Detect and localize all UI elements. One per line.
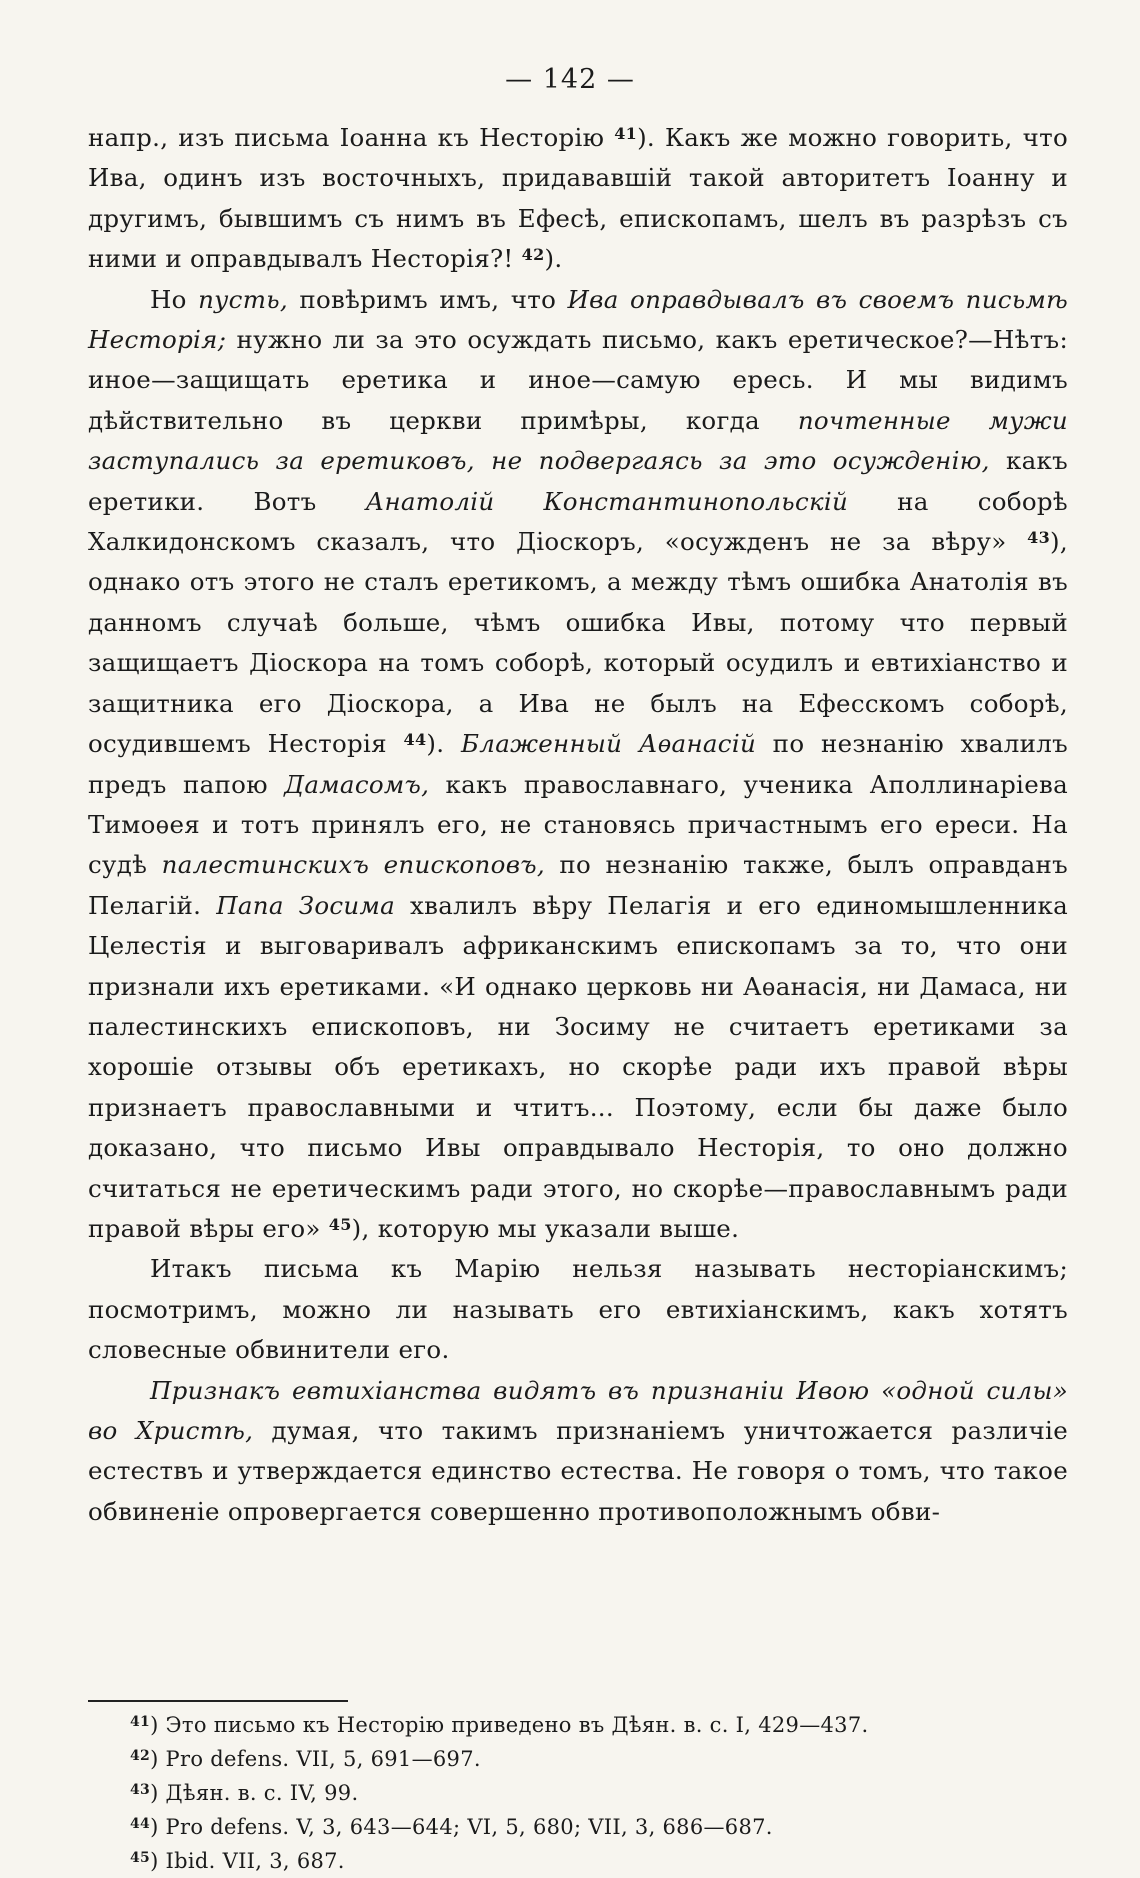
italic-phrase: Признакъ евтихіанства видятъ въ признаніи Ивою «одной силы» во Христѣ, bbox=[88, 1375, 1068, 1445]
italic-phrase: почтенные мужи заступались за еретиковъ, не подвергаясь за это осужденію, bbox=[88, 405, 1068, 476]
footnote-number: 45 bbox=[130, 1850, 151, 1866]
italic-phrase: Ива оправдывалъ въ своемъ письмѣ Несторія; bbox=[88, 284, 1068, 355]
text-run: ), которую мы указали выше. bbox=[351, 1213, 740, 1243]
italic-phrase: палестинскихъ епископовъ, bbox=[161, 850, 545, 880]
footnote bbox=[130, 1742, 1030, 1776]
italic-phrase: пусть, bbox=[198, 284, 288, 314]
text-run: по незнанію также, былъ оправданъ Пелагій. bbox=[88, 850, 1068, 920]
footnote-ref: 45 bbox=[328, 1214, 352, 1234]
footnote-text: ) Pro defens. V, 3, 643—644; VI, 5, 680; VII, 3, 686—687. bbox=[150, 1815, 773, 1839]
footnotes bbox=[130, 1708, 1030, 1878]
text-run: нужно ли за это осуждать письмо, какъ еретическое?—Нѣтъ: иное—защищать еретика и иное—самую ересь. И мы видимъ дѣйствительно въ церкви примѣры, когда bbox=[88, 325, 1068, 435]
italic-phrase: Папа Зосима bbox=[216, 890, 396, 920]
text-run: на соборѣ Халкидонскомъ сказалъ, что Діоскоръ, «осужденъ не за вѣру» bbox=[88, 486, 1068, 557]
text-run: какъ еретики. Вотъ bbox=[88, 446, 1068, 516]
italic-phrase: Дамасомъ, bbox=[284, 769, 430, 799]
footnote-text: ) Ibid. VII, 3, 687. bbox=[150, 1849, 345, 1873]
text-run: по незнанію хвалилъ предъ папою bbox=[88, 729, 1068, 799]
footnote-number: 43 bbox=[130, 1782, 151, 1798]
text-run: ), однако отъ этого не сталъ еретикомъ, а между тѣмъ ошибка Анатолія въ данномъ случаѣ больше, чѣмъ ошибка Ивы, потому что первый защищаетъ Діоскора на томъ соборѣ, который осудилъ и евтихіанство и защитника его Діоскора, а Ива не былъ на Ефесскомъ соборѣ, осудившемъ Несторія bbox=[88, 527, 1068, 759]
page-number: — 142 — bbox=[505, 64, 635, 95]
text-run: Но bbox=[150, 284, 199, 314]
footnote-separator bbox=[88, 1700, 348, 1702]
text-run: ). Какъ же можно говорить, что Ива, одинъ изъ восточныхъ, придававшій такой авторитетъ Іоанну и другимъ, бывшимъ съ нимъ въ Ефесѣ, епископамъ, шелъ въ разрѣзъ съ ними и оправдывалъ Несторія?! bbox=[88, 123, 1068, 274]
footnote-ref: 41 bbox=[614, 124, 638, 143]
italic-phrase: Блаженный Аѳанасій bbox=[460, 729, 757, 759]
paragraph bbox=[88, 1371, 1068, 1533]
footnote bbox=[130, 1776, 1030, 1810]
text-run: повѣримъ имъ, что bbox=[287, 284, 568, 314]
footnote-number: 41 bbox=[130, 1714, 151, 1730]
text-run: ). bbox=[426, 729, 461, 759]
text-run: хвалилъ вѣру Пелагія и его единомышленника Целестія и выговаривалъ африканскимъ епископамъ за то, что они признали ихъ еретиками. «И однако церковь ни Аѳанасія, ни Дамаса, ни палестинскихъ епископовъ, ни Зосиму не считаетъ еретиками за хорошіе отзывы объ еретикахъ, но скорѣе ради ихъ правой вѣры признаетъ православными и чтитъ... Поэтому, если бы даже было доказано, что письмо Ивы оправдывало Несторія, то оно должно считаться не еретическимъ ради этого, но скорѣе—православнымъ ради правой вѣры его» bbox=[88, 890, 1068, 1243]
text-run: Итакъ письма къ Марію нельзя называть несторіанскимъ; посмотримъ, можно ли называть его евтихіанскимъ, какъ хотятъ словесные обвинители его. bbox=[88, 1254, 1068, 1365]
main-text bbox=[88, 118, 1068, 1532]
text-run: ). bbox=[544, 244, 563, 274]
footnote-text: ) Pro defens. VII, 5, 691—697. bbox=[150, 1747, 481, 1771]
footnote-ref: 44 bbox=[403, 730, 427, 750]
paragraph bbox=[88, 1249, 1068, 1370]
paragraph bbox=[88, 118, 1068, 280]
footnote-number: 42 bbox=[130, 1748, 151, 1764]
footnote bbox=[130, 1810, 1030, 1844]
paragraph bbox=[88, 280, 1068, 1250]
italic-phrase: Анатолій Константинопольскій bbox=[365, 486, 849, 516]
footnote-ref: 43 bbox=[1027, 528, 1051, 548]
footnote-ref: 42 bbox=[521, 245, 545, 265]
text-run: напр., изъ письма Іоанна къ Несторію bbox=[88, 123, 615, 152]
text-run: думая, что такимъ признаніемъ уничтожается различіе естествъ и утверждается единство естества. Не говоря о томъ, что такое обвиненіе опровергается совершенно противоположнымъ обви- bbox=[88, 1416, 1068, 1526]
footnote-text: ) Дѣян. в. с. IV, 99. bbox=[150, 1781, 359, 1805]
footnote bbox=[130, 1844, 1030, 1878]
footnote-text: ) Это письмо къ Несторію приведено въ Дѣян. в. с. I, 429—437. bbox=[150, 1713, 869, 1737]
text-run: какъ православнаго, ученика Аполлинаріева Тимоѳея и тотъ принялъ его, не становясь причастнымъ его ереси. На судѣ bbox=[88, 769, 1068, 880]
footnote-number: 44 bbox=[130, 1816, 151, 1832]
footnote bbox=[130, 1708, 1030, 1742]
